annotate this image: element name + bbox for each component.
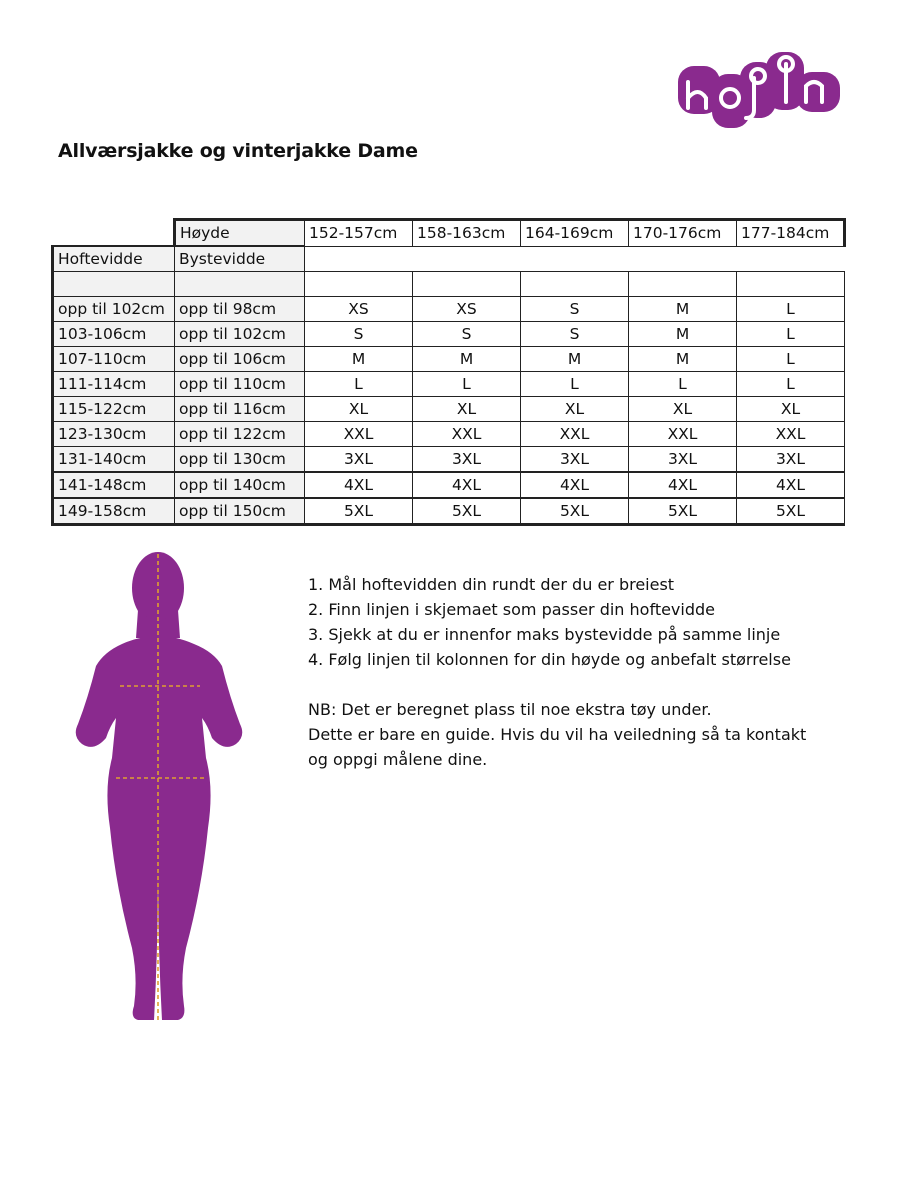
hip-label: Hoftevidde [53,246,175,272]
hip-range-cell: opp til 102cm [53,297,175,322]
size-cell: XL [413,397,521,422]
size-cell: XXL [521,422,629,447]
table-row [53,372,845,397]
size-cell: S [521,322,629,347]
size-cell: 3XL [521,447,629,473]
bust-range-cell: opp til 98cm [175,297,305,322]
empty-cell [521,272,629,297]
height-header: 152-157cm [305,220,413,247]
size-cell: M [629,347,737,372]
empty-cell [175,272,305,297]
table-measure-header-row [53,246,845,272]
hip-range-cell: 131-140cm [53,447,175,473]
size-cell: M [629,297,737,322]
size-cell: XL [305,397,413,422]
height-header: 177-184cm [737,220,845,247]
size-cell: XXL [737,422,845,447]
instruction-step: 1. Mål hoftevidden din rundt der du er breiest [308,575,675,594]
page-title: Allværsjakke og vinterjakke Dame [58,140,418,162]
bust-range-cell: opp til 110cm [175,372,305,397]
empty-cell [53,272,175,297]
instruction-step: 3. Sjekk at du er innenfor maks bystevidde på samme linje [308,625,781,644]
size-cell: M [629,322,737,347]
height-header: 158-163cm [413,220,521,247]
table-height-header-row [53,220,845,247]
note-line: og oppgi målene dine. [308,750,488,769]
hip-range-cell: 123-130cm [53,422,175,447]
bust-range-cell: opp til 150cm [175,498,305,525]
table-row [53,322,845,347]
size-cell: XS [413,297,521,322]
instruction-step: 2. Finn linjen i skjemaet som passer din hoftevidde [308,600,715,619]
size-cell: L [521,372,629,397]
table-corner-blank [53,220,175,247]
table-header-spacer [305,246,845,272]
size-cell: XL [521,397,629,422]
size-cell: 3XL [413,447,521,473]
table-row [53,422,845,447]
hip-range-cell: 141-148cm [53,472,175,498]
size-cell: 5XL [737,498,845,525]
size-cell: XS [305,297,413,322]
size-rows [53,297,845,525]
note-line: Dette er bare en guide. Hvis du vil ha veiledning så ta kontakt [308,725,807,744]
empty-cell [737,272,845,297]
size-cell: XL [737,397,845,422]
size-cell: XXL [305,422,413,447]
size-cell: L [737,372,845,397]
size-cell: 4XL [305,472,413,498]
height-header: 170-176cm [629,220,737,247]
table-empty-row [53,272,845,297]
bust-range-cell: opp til 106cm [175,347,305,372]
size-cell: XXL [629,422,737,447]
size-cell: S [305,322,413,347]
bust-range-cell: opp til 140cm [175,472,305,498]
bust-range-cell: opp til 102cm [175,322,305,347]
size-cell: L [629,372,737,397]
bust-range-cell: opp til 116cm [175,397,305,422]
bust-range-cell: opp til 122cm [175,422,305,447]
size-cell: 5XL [413,498,521,525]
bust-range-cell: opp til 130cm [175,447,305,473]
size-cell: M [305,347,413,372]
hip-range-cell: 149-158cm [53,498,175,525]
instructions [308,572,868,772]
size-cell: 5XL [521,498,629,525]
size-cell: XXL [413,422,521,447]
spacer [308,672,868,697]
size-cell: L [737,297,845,322]
size-cell: 5XL [305,498,413,525]
hoppin-logo [674,48,844,132]
body-measurement-figure [62,548,262,1028]
bust-label: Bystevidde [175,246,305,272]
hip-range-cell: 111-114cm [53,372,175,397]
hip-range-cell: 115-122cm [53,397,175,422]
size-cell: L [413,372,521,397]
empty-cell [305,272,413,297]
size-cell: XL [629,397,737,422]
table-row [53,498,845,525]
size-cell: S [413,322,521,347]
instruction-step: 4. Følg linjen til kolonnen for din høyde og anbefalt størrelse [308,650,791,669]
size-cell: 4XL [521,472,629,498]
size-cell: 4XL [737,472,845,498]
empty-cell [629,272,737,297]
size-cell: 3XL [305,447,413,473]
table-row [53,347,845,372]
table-row [53,297,845,322]
height-header: 164-169cm [521,220,629,247]
hip-range-cell: 103-106cm [53,322,175,347]
table-row [53,447,845,473]
size-cell: L [737,322,845,347]
size-cell: 4XL [629,472,737,498]
size-cell: S [521,297,629,322]
size-cell: L [305,372,413,397]
size-cell: 5XL [629,498,737,525]
height-label: Høyde [175,220,305,247]
note-line: NB: Det er beregnet plass til noe ekstra tøy under. [308,700,712,719]
hip-range-cell: 107-110cm [53,347,175,372]
size-cell: M [413,347,521,372]
size-cell: 4XL [413,472,521,498]
size-cell: 3XL [629,447,737,473]
table-row [53,472,845,498]
empty-cell [413,272,521,297]
size-cell: L [737,347,845,372]
table-row [53,397,845,422]
size-cell: M [521,347,629,372]
size-chart-table [51,218,846,526]
size-cell: 3XL [737,447,845,473]
